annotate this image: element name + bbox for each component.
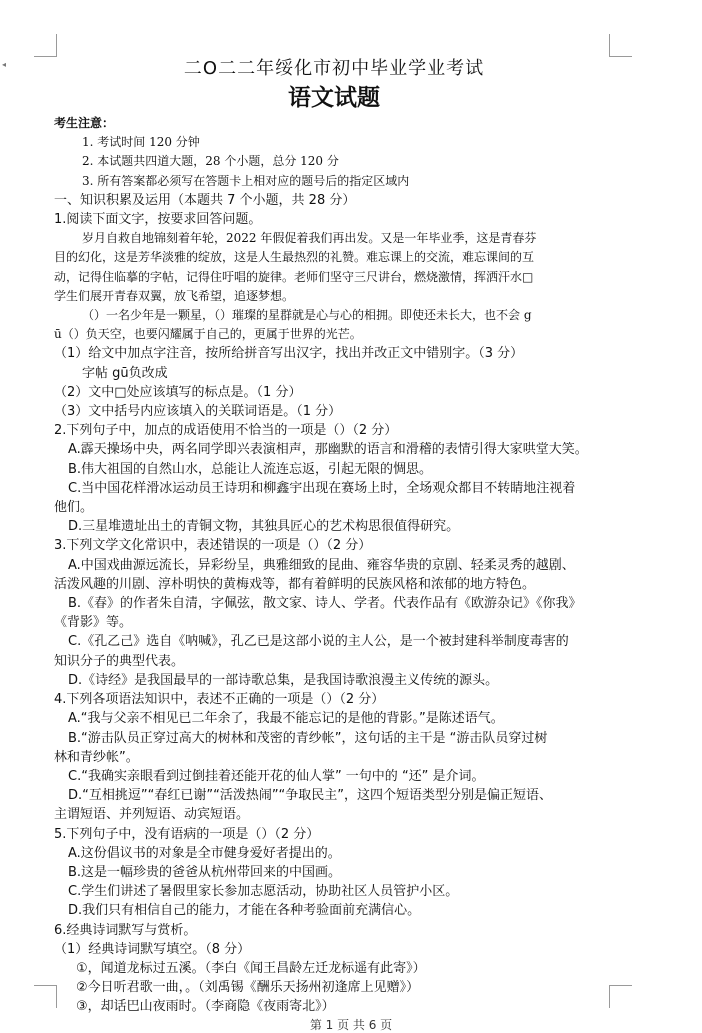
sub-question: （1）经典诗词默写填空。（8 分） [54, 941, 251, 957]
sub-question: （2）文中□处应该填写的标点是。（1 分） [54, 384, 302, 400]
option-d: D.三星堆遗址出土的青铜文物，其独具匠心的艺术构思很值得研究。 [68, 519, 460, 535]
passage-line: 学生们展开青春双翼，放飞希望，追逐梦想。 [54, 288, 295, 303]
option-b-continued: 林和青纱帐”。 [54, 749, 139, 765]
question-stem: 6.经典诗词默写与赏析。 [54, 922, 197, 938]
margin-arrow-icon: ◂ [2, 60, 7, 69]
exam-subtitle: 语文试题 [288, 84, 380, 111]
document-body [54, 56, 614, 1017]
option-d: D.我们只有相信自己的能力，才能在各种考验面前充满信心。 [68, 903, 421, 919]
option-c: C.“我确实亲眼看到过倒挂着还能开花的仙人掌” 一句中的 “还” 是介词。 [68, 768, 485, 784]
option-a: A.“我与父亲不相见已二年余了，我最不能忘记的是他的背影。”是陈述语气。 [68, 711, 504, 727]
sub-question: （1）给文中加点字注音，按所给拼音写出汉字，找出并改正文中错别字。（3 分） [54, 346, 524, 362]
notice-item: 2. 本试题共四道大题，28 个小题，总分 120 分 [82, 154, 339, 169]
notice-item: 3. 所有答案都必须写在答题卡上相对应的题号后的指定区域内 [82, 173, 410, 188]
section-heading: 一、知识积累及运用（本题共 7 个小题，共 28 分） [54, 192, 356, 208]
poem-item: ③，却话巴山夜雨时。（李商隐《夜雨寄北》） [76, 999, 335, 1015]
answer-prompt: 字帖 gū负改成 [82, 365, 168, 381]
poem-item: ②今日听君歌一曲，。（刘禹锡《酬乐天扬州初逢席上见赠》） [76, 980, 420, 996]
notice-heading: 考生注意： [54, 116, 115, 130]
page-number: 第 1 页 共 6 页 [309, 1018, 393, 1032]
option-c: C.当中国花样滑冰运动员王诗玥和柳鑫宇出现在赛场上时，全场观众都目不转睛地注视着 [68, 480, 576, 496]
sub-question: （3）文中括号内应该填入的关联词语是。（1 分） [54, 404, 342, 420]
option-d-continued: 主谓短语、并列短语、动宾短语。 [54, 807, 250, 823]
option-b: B.伟大祖国的自然山水，总能让人流连忘返，引起无限的惆思。 [68, 461, 433, 477]
option-d: D.《诗经》是我国最早的一部诗歌总集，是我国诗歌浪漫主义传统的源头。 [68, 672, 499, 688]
question-stem: 3.下列文学文化常识中，表述错误的一项是（）（2 分） [54, 538, 372, 554]
passage-line: （）一名少年是一颗星，（）璀璨的星群就是心与心的相拥。即使还未长大，也不会 g [82, 308, 532, 323]
notice-item: 1. 考试时间 120 分钟 [82, 135, 200, 150]
question-stem: 2.下列句子中，加点的成语使用不恰当的一项是（）（2 分） [54, 423, 398, 439]
option-c: C.学生们讲述了暑假里家长参加志愿活动，协助社区人员管护小区。 [68, 884, 459, 900]
option-a: A.这份倡议书的对象是全市健身爱好者提出的。 [68, 845, 341, 861]
question-stem: 4.下列各项语法知识中，表述不正确的一项是（）（2 分） [54, 692, 385, 708]
option-a: A.中国戏曲源远流长，异彩纷呈，典雅细致的昆曲、雍容华贵的京剧、轻柔灵秀的越剧、 [68, 557, 575, 573]
option-c-continued: 知识分子的典型代表。 [54, 653, 185, 669]
option-c-continued: 他们。 [54, 500, 94, 516]
passage-line: 目的幻化，这是芳华淡雅的绽放，这是人生最热烈的礼赞。难忘课上的交流，难忘课间的互 [54, 250, 535, 265]
option-a: A.霹天操场中央，两名同学即兴表演相声，那幽默的语言和滑稽的表情引得大家哄堂大笑。 [68, 442, 588, 458]
crop-mark-top-right [609, 34, 632, 57]
passage-line: ū（）负天空，也要闪耀属于自己的，更属于世界的光芒。 [54, 327, 362, 342]
option-b: B.“游击队员正穿过高大的树林和茂密的青纱帐”，这句话的主干是 “游击队员穿过树 [68, 730, 548, 746]
option-c: C.《孔乙己》选自《呐喊》，孔乙已是这部小说的主人公，是一个被封建科举制度毒害的 [68, 634, 569, 650]
crop-mark-top-left [34, 34, 57, 57]
option-d: D.“互相挑逗”“春红已谢”“活泼热闹”“争取民主”，这四个短语类型分别是偏正短语、 [68, 788, 553, 804]
option-b: B.这是一幅珍贵的爸爸从杭州带回来的中国画。 [68, 864, 342, 880]
poem-item: ①，闻道龙标过五溪。（李白《闻王昌龄左迁龙标遥有此寄》） [76, 960, 426, 976]
question-stem: 1.阅读下面文字，按要求回答问题。 [54, 212, 262, 228]
option-b: B.《春》的作者朱自清，字佩弦，散文家、诗人、学者。代表作品有《欧游杂记》《你我》 [68, 596, 582, 612]
question-stem: 5.下列句子中，没有语病的一项是（）（2 分） [54, 826, 320, 842]
passage-line: 岁月自救自地锦刻着年轮，2022 年假促着我们再出发。又是一年毕业季，这是青春芬 [82, 231, 537, 246]
option-a-continued: 活泼风趣的川剧、淳朴明快的黄梅戏等，都有着鲜明的民族风格和浓郁的地方特色。 [54, 576, 536, 592]
exam-title: 二O二二年绥化市初中毕业学业考试 [183, 58, 485, 79]
option-b-continued: 《背影》等。 [54, 615, 133, 631]
passage-line: 动，记得住临摹的字帖，记得住吁唱的旋律。老师们坚守三尺讲台，燃烧激情，挥洒汗水□ [54, 269, 534, 284]
